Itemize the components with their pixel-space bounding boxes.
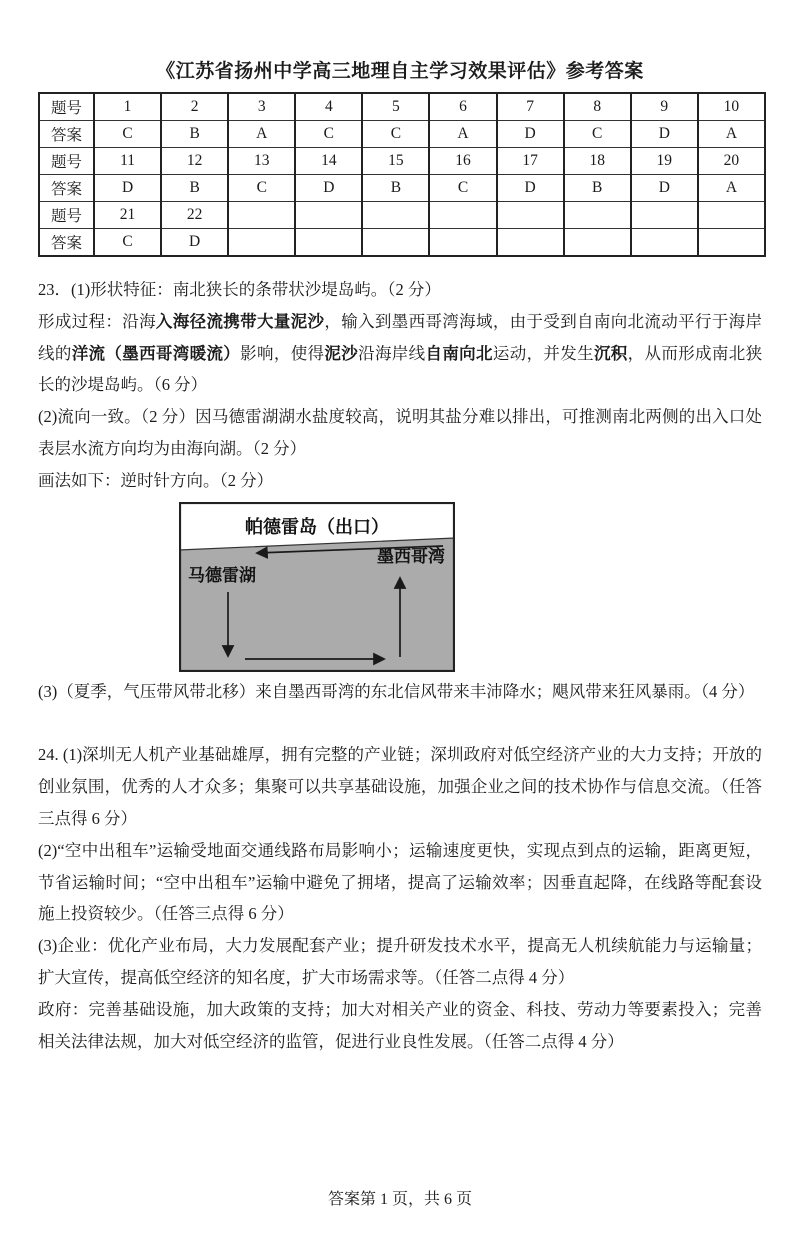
text-segment: 形成过程：沿海 bbox=[38, 311, 156, 331]
answer-table-body bbox=[39, 93, 765, 256]
answer-cell bbox=[228, 229, 295, 257]
paragraph bbox=[38, 739, 762, 834]
answer-cell: C bbox=[228, 175, 295, 202]
answer-cell: B bbox=[564, 175, 631, 202]
paragraph bbox=[38, 835, 762, 930]
answer-cell: B bbox=[161, 121, 228, 148]
paragraph bbox=[38, 274, 762, 306]
answer-cell bbox=[631, 202, 698, 229]
answer-cell: 2 bbox=[161, 93, 228, 121]
answer-cell: D bbox=[94, 175, 161, 202]
answer-cell: 14 bbox=[295, 148, 362, 175]
text-segment: 沿海岸线 bbox=[358, 343, 426, 363]
paragraph bbox=[38, 994, 762, 1058]
paragraph bbox=[38, 401, 762, 465]
text-segment: ，从而形成南北狭长的沙堤岛屿。（6 分） bbox=[38, 343, 763, 395]
answer-cell: 5 bbox=[362, 93, 429, 121]
table-row bbox=[39, 202, 765, 229]
text-segment: 泥沙 bbox=[324, 343, 359, 363]
answer-cell bbox=[429, 229, 496, 257]
answer-cell bbox=[497, 202, 564, 229]
island-outlet-label: 帕德雷岛（出口） bbox=[245, 516, 389, 537]
circulation-diagram-svg bbox=[179, 502, 455, 672]
text-segment: 入海径流携带大量泥沙 bbox=[155, 311, 325, 331]
text-segment: (2)“空中出租车”运输受地面交通线路布局影响小；运输速度更快，实现点到点的运输，距离更短，节省运输时间；“空中出租车”运输中避免了拥堵，提高了运输效率；因垂直起降，在线路等配套设施上投资较少。（任答三点得 6 分） bbox=[38, 840, 762, 924]
answer-cell: 8 bbox=[564, 93, 631, 121]
question-24-block bbox=[38, 739, 762, 1057]
answer-cell: C bbox=[295, 121, 362, 148]
text-segment: (3)企业：优化产业布局，大力发展配套产业；提升研发技术水平，提高无人机续航能力与运输量；扩大宣传，提高低空经济的知名度，扩大市场需求等。（任答二点得 4 分） bbox=[38, 936, 762, 987]
text-segment: (2)流向一致。（2 分）因马德雷湖湖水盐度较高，说明其盐分难以排出，可推测南北两侧的出入口处表层水流方向均为由海向湖。（2 分） bbox=[38, 407, 762, 458]
answer-sheet-page bbox=[0, 56, 800, 1057]
text-segment: 沉积 bbox=[593, 343, 628, 363]
answer-cell bbox=[564, 229, 631, 257]
answer-cell: 21 bbox=[94, 202, 161, 229]
answer-cell: 16 bbox=[429, 148, 496, 175]
answer-cell: 7 bbox=[497, 93, 564, 121]
answer-cell: D bbox=[631, 175, 698, 202]
text-segment: 23．(1)形状特征：南北狭长的条带状沙堤岛屿。（2 分） bbox=[38, 280, 441, 299]
answer-cell: 13 bbox=[228, 148, 295, 175]
answer-table bbox=[38, 92, 766, 257]
row-header-cell: 答案 bbox=[39, 175, 94, 202]
answer-cell bbox=[362, 202, 429, 229]
answer-cell: C bbox=[94, 229, 161, 257]
answer-cell bbox=[631, 229, 698, 257]
answer-cell bbox=[295, 229, 362, 257]
text-segment: 洋流（墨西哥湾暖流） bbox=[71, 343, 241, 363]
answer-cell: 9 bbox=[631, 93, 698, 121]
answer-cell bbox=[362, 229, 429, 257]
answer-cell: C bbox=[429, 175, 496, 202]
answer-cell: A bbox=[429, 121, 496, 148]
table-row bbox=[39, 93, 765, 121]
text-segment: 运动，并发生 bbox=[492, 343, 594, 363]
paragraph bbox=[38, 465, 762, 497]
row-header-cell: 题号 bbox=[39, 148, 94, 175]
answer-cell: D bbox=[161, 229, 228, 257]
paragraph bbox=[38, 676, 762, 708]
text-segment: 自南向北 bbox=[425, 343, 493, 363]
table-row bbox=[39, 229, 765, 257]
table-row bbox=[39, 148, 765, 175]
answer-cell: A bbox=[698, 121, 765, 148]
text-segment: (3)（夏季，气压带风带北移）来自墨西哥湾的东北信风带来丰沛降水；飓风带来狂风暴雨。（4 分） bbox=[38, 681, 755, 701]
answer-cell: C bbox=[94, 121, 161, 148]
q23-paragraphs-after-diagram bbox=[38, 676, 762, 708]
answer-cell: 15 bbox=[362, 148, 429, 175]
table-row bbox=[39, 175, 765, 202]
answer-cell: 1 bbox=[94, 93, 161, 121]
gulf-of-mexico-label: 墨西哥湾 bbox=[377, 546, 445, 566]
q24-paragraphs bbox=[38, 739, 762, 1057]
page-number-footer: 答案第 1 页，共 6 页 bbox=[327, 1191, 472, 1208]
answer-cell: D bbox=[631, 121, 698, 148]
row-header-cell: 答案 bbox=[39, 121, 94, 148]
lake-circulation-diagram bbox=[179, 502, 455, 672]
text-segment: 24. (1)深圳无人机产业基础雄厚，拥有完整的产业链；深圳政府对低空经济产业的大力支持；开放的创业氛围，优秀的人才众多；集聚可以共享基础设施，加强企业之间的技术协作与信息交流。（任答三点得 6 分） bbox=[38, 745, 762, 828]
row-header-cell: 题号 bbox=[39, 93, 94, 121]
row-header-cell: 题号 bbox=[39, 202, 94, 229]
text-segment: 政府：完善基础设施，加大政策的支持；加大对相关产业的资金、科技、劳动力等要素投入；完善相关法律法规，加大对低空经济的监管，促进行业良性发展。（任答二点得 4 分） bbox=[38, 999, 762, 1051]
answer-cell: B bbox=[362, 175, 429, 202]
madre-lake-label: 马德雷湖 bbox=[188, 565, 256, 585]
answer-cell bbox=[497, 229, 564, 257]
text-segment: 画法如下：逆时针方向。（2 分） bbox=[38, 470, 274, 490]
table-row bbox=[39, 121, 765, 148]
answer-cell: 20 bbox=[698, 148, 765, 175]
answer-cell: 3 bbox=[228, 93, 295, 121]
answer-cell: 17 bbox=[497, 148, 564, 175]
answer-cell: A bbox=[698, 175, 765, 202]
paragraph bbox=[38, 306, 762, 401]
answer-cell: C bbox=[362, 121, 429, 148]
q23-paragraphs-before-diagram bbox=[38, 274, 762, 497]
answer-cell: 22 bbox=[161, 202, 228, 229]
answer-cell bbox=[429, 202, 496, 229]
answer-cell: 19 bbox=[631, 148, 698, 175]
paragraph bbox=[38, 930, 762, 994]
answer-cell: B bbox=[161, 175, 228, 202]
answer-cell bbox=[698, 202, 765, 229]
answer-cell: D bbox=[497, 175, 564, 202]
page-title: 《江苏省扬州中学高三地理自主学习效果评估》参考答案 bbox=[156, 61, 644, 82]
answer-cell bbox=[698, 229, 765, 257]
answer-cell: 11 bbox=[94, 148, 161, 175]
answer-cell bbox=[295, 202, 362, 229]
text-segment: 影响，使得 bbox=[240, 343, 325, 363]
text-segment: ，输入到墨西哥湾海域，由于受到自南向北流动平行于海岸线的 bbox=[38, 311, 763, 363]
answer-cell: 12 bbox=[161, 148, 228, 175]
answer-cell: D bbox=[295, 175, 362, 202]
row-header-cell: 答案 bbox=[39, 229, 94, 257]
answer-cell: 10 bbox=[698, 93, 765, 121]
question-23-block bbox=[38, 274, 762, 707]
answer-cell bbox=[228, 202, 295, 229]
answer-cell: D bbox=[497, 121, 564, 148]
answer-cell: 4 bbox=[295, 93, 362, 121]
answer-cell: 18 bbox=[564, 148, 631, 175]
answer-cell: C bbox=[564, 121, 631, 148]
answer-cell: 6 bbox=[429, 93, 496, 121]
answer-cell: A bbox=[228, 121, 295, 148]
answer-cell bbox=[564, 202, 631, 229]
